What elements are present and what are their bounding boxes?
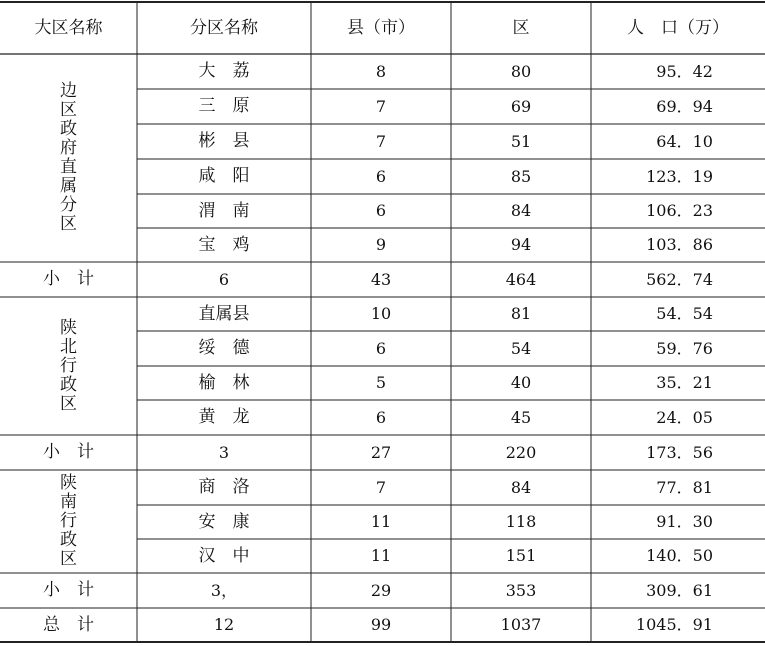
subregion-name: 绥 德 bbox=[198, 338, 250, 358]
district-count: 118 bbox=[505, 512, 537, 531]
subregion-name: 黄 龙 bbox=[198, 407, 250, 427]
population-value: 106．23 bbox=[646, 201, 713, 220]
region-char: 边 bbox=[60, 81, 77, 101]
county-count: 9 bbox=[375, 235, 387, 254]
district-count: 151 bbox=[505, 546, 537, 565]
region-name-north-shaanxi bbox=[0, 297, 137, 435]
region-char: 府 bbox=[60, 138, 77, 158]
subregion-name: 三 原 bbox=[198, 96, 250, 116]
county-count: 7 bbox=[375, 131, 387, 151]
header-subregion: 分区名称 bbox=[190, 17, 258, 38]
district-count: 94 bbox=[510, 235, 532, 254]
county-count: 7 bbox=[375, 96, 387, 116]
district-count: 51 bbox=[510, 131, 532, 151]
population-value: 77．81 bbox=[656, 477, 713, 497]
region-char: 区 bbox=[60, 100, 77, 120]
county-count: 11 bbox=[370, 512, 392, 531]
subtotal-counties: 27 bbox=[370, 442, 392, 462]
county-count: 6 bbox=[375, 166, 387, 186]
district-count: 84 bbox=[510, 201, 532, 220]
district-count: 40 bbox=[510, 373, 532, 392]
subtotal-label: 小 计 bbox=[43, 269, 94, 289]
subregion-name: 咸 阳 bbox=[198, 166, 250, 186]
district-count: 69 bbox=[510, 96, 532, 116]
header-population: 人 口（万） bbox=[627, 17, 729, 38]
subtotal-subregions: 6 bbox=[218, 269, 230, 289]
county-count: 10 bbox=[370, 304, 392, 323]
region-char: 区 bbox=[60, 549, 77, 569]
subregion-name: 大 荔 bbox=[198, 61, 250, 81]
subtotal-label: 小 计 bbox=[43, 580, 94, 600]
subtotal-population: 562．74 bbox=[646, 269, 713, 289]
region-char: 直 bbox=[60, 157, 77, 177]
header-districts: 区 bbox=[512, 17, 530, 38]
population-value: 69．94 bbox=[656, 96, 713, 116]
population-value: 59．76 bbox=[656, 338, 713, 358]
subtotal-population: 173．56 bbox=[646, 442, 713, 462]
total-subregions: 12 bbox=[213, 615, 235, 634]
subregion-name: 汉 中 bbox=[198, 545, 250, 566]
region-char: 政 bbox=[60, 374, 77, 395]
population-value: 35．21 bbox=[656, 373, 713, 392]
region-char: 政 bbox=[60, 530, 77, 550]
subregion-name: 榆 林 bbox=[198, 372, 250, 393]
district-count: 81 bbox=[510, 304, 532, 323]
district-count: 45 bbox=[510, 407, 532, 427]
subtotal-counties: 29 bbox=[370, 580, 392, 600]
subtotal-counties: 43 bbox=[370, 269, 392, 289]
subtotal-subregions: 3 bbox=[218, 442, 230, 462]
district-count: 84 bbox=[510, 477, 532, 497]
district-count: 85 bbox=[510, 166, 532, 186]
region-char: 南 bbox=[60, 492, 77, 512]
region-char: 陕 bbox=[60, 473, 77, 493]
region-char: 北 bbox=[60, 336, 77, 357]
region-char: 行 bbox=[60, 355, 77, 376]
county-count: 7 bbox=[375, 477, 387, 497]
subregion-name: 彬 县 bbox=[198, 131, 250, 151]
total-population: 1045．91 bbox=[635, 615, 713, 634]
region-char: 分 bbox=[60, 195, 77, 215]
total-label: 总 计 bbox=[43, 614, 94, 635]
region-char: 区 bbox=[60, 214, 77, 234]
county-count: 6 bbox=[375, 338, 387, 358]
total-districts: 1037 bbox=[500, 615, 542, 634]
subtotal-districts: 220 bbox=[505, 442, 537, 462]
county-count: 5 bbox=[375, 373, 387, 392]
population-value: 103．86 bbox=[646, 235, 713, 254]
population-value: 91．30 bbox=[656, 512, 713, 531]
region-char: 属 bbox=[60, 176, 77, 196]
county-count: 11 bbox=[370, 546, 392, 565]
subregion-name: 宝 鸡 bbox=[198, 234, 250, 255]
population-value: 64．10 bbox=[656, 131, 713, 151]
region-char: 陕 bbox=[60, 317, 77, 338]
region-char: 政 bbox=[60, 119, 77, 139]
region-name-border-direct bbox=[0, 54, 137, 262]
county-count: 8 bbox=[375, 61, 387, 81]
region-char: 区 bbox=[60, 393, 77, 414]
district-count: 54 bbox=[510, 338, 532, 358]
subtotal-population: 309．61 bbox=[646, 580, 713, 600]
subregion-name: 直属县 bbox=[198, 303, 250, 324]
subregion-name: 商 洛 bbox=[198, 477, 250, 497]
population-value: 54．54 bbox=[656, 304, 713, 323]
county-count: 6 bbox=[375, 201, 387, 220]
subtotal-label: 小 计 bbox=[43, 442, 94, 462]
subtotal-districts: 353 bbox=[505, 580, 537, 600]
subregion-name: 渭 南 bbox=[198, 200, 250, 221]
header-region: 大区名称 bbox=[34, 17, 103, 38]
district-count: 80 bbox=[510, 61, 532, 81]
population-value: 123．19 bbox=[646, 166, 713, 186]
population-value: 140．50 bbox=[646, 546, 713, 565]
region-name-south-shaanxi bbox=[0, 470, 137, 573]
total-counties: 99 bbox=[370, 615, 392, 634]
subtotal-districts: 464 bbox=[505, 269, 537, 289]
subtotal-subregions: 3， bbox=[210, 580, 238, 600]
header-counties: 县（市） bbox=[347, 17, 415, 38]
county-count: 6 bbox=[375, 407, 387, 427]
region-char: 行 bbox=[60, 511, 77, 531]
subregion-name: 安 康 bbox=[198, 511, 250, 532]
population-value: 24．05 bbox=[656, 407, 713, 427]
population-value: 95．42 bbox=[656, 61, 713, 81]
